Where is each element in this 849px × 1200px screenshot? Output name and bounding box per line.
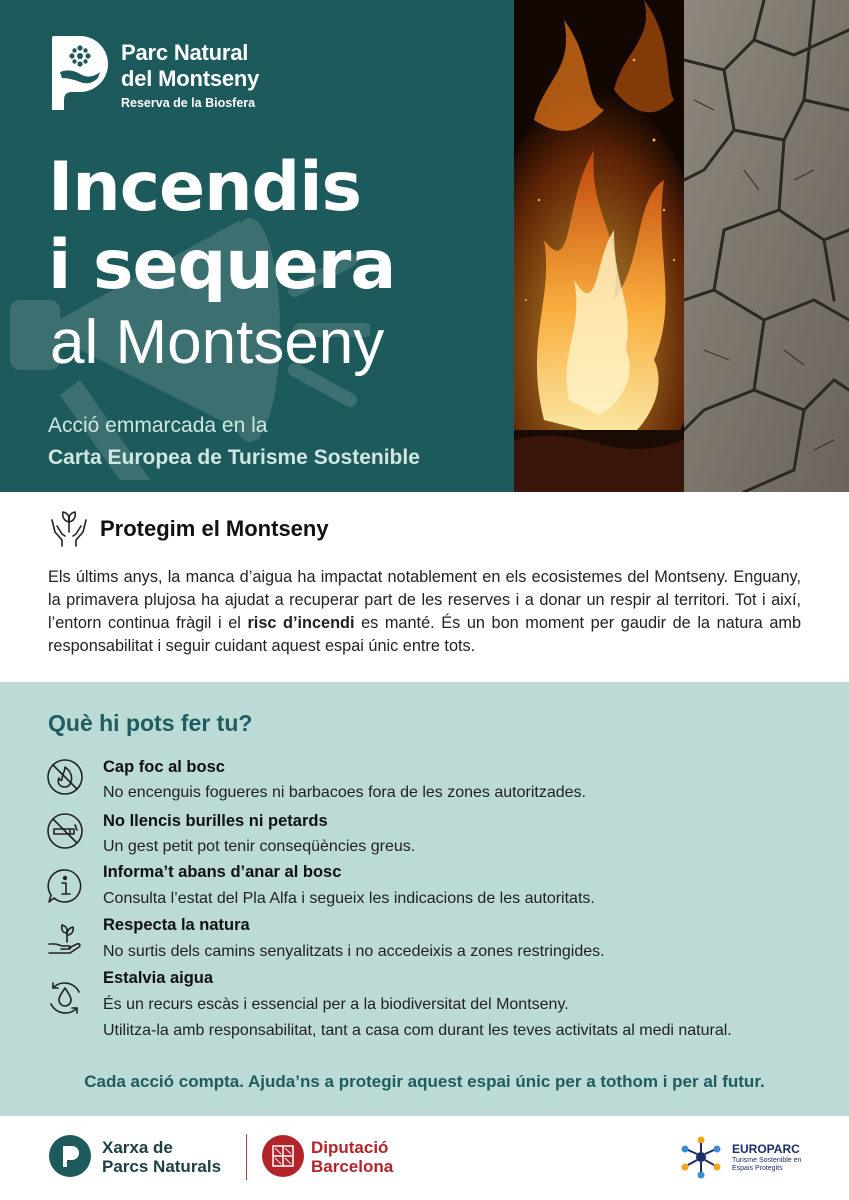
action-desc: Utilitza-la amb responsabilitat, tant a casa com durant les teves activitats al medi natural. [103, 1022, 732, 1039]
europarc-subtitle [732, 1157, 812, 1173]
no-cigarette-icon [46, 812, 84, 850]
title-line-2: i sequera [48, 226, 396, 305]
action-title: Respecta la natura [103, 916, 250, 934]
actions-section [0, 682, 849, 1116]
header-teal-panel [0, 0, 514, 492]
dry-earth-photo [684, 0, 849, 492]
diputacio-line-1: Diputació [311, 1138, 389, 1157]
hand-plant-icon [46, 920, 84, 958]
actions-title: Què hi pots fer tu? [48, 710, 253, 736]
action-desc: Consulta l’estat del Pla Alfa i segueix les indicacions de les autoritats. [103, 890, 595, 907]
footer-logos [0, 1116, 849, 1200]
footer-divider [246, 1134, 247, 1180]
protegim-text-part2: es manté. És un bon moment per gaudir de la natura amb responsabilitat i seguir cuidant aquest espai únic entre tots. [48, 614, 801, 655]
title-line-3: al Montseny [50, 308, 385, 377]
title-line-1: Incendis [48, 148, 362, 227]
cracked-earth-illustration [684, 0, 849, 492]
diputacio-logo-icon [261, 1134, 305, 1178]
park-subtitle: Reserva de la Biosfera [121, 96, 256, 110]
park-name-line2: del Montseny [121, 66, 260, 91]
action-title: Cap foc al bosc [103, 758, 225, 776]
action-desc: Un gest petit pot tenir conseqüències greus. [103, 838, 416, 855]
fire-photo [514, 0, 684, 492]
diputacio-line-2: Barcelona [311, 1157, 394, 1176]
info-bubble-icon [46, 867, 84, 905]
no-fire-icon [46, 758, 84, 796]
protegim-text-bold: risc d’incendi [247, 614, 355, 632]
parc-natural-logo [50, 34, 110, 112]
tagline-line-2: Carta Europea de Turisme Sostenible [48, 446, 420, 469]
europarc-logo-icon [676, 1132, 726, 1182]
action-title: Estalvia aigua [103, 969, 214, 987]
xarxa-parcs-name [102, 1138, 221, 1176]
fire-illustration [514, 0, 684, 492]
xarxa-line-2: Parcs Naturals [102, 1157, 222, 1176]
protegim-section [0, 492, 849, 682]
park-name-line1: Parc Natural [121, 40, 249, 65]
header-banner [0, 0, 849, 492]
action-desc: No surtis dels camins senyalitzats i no accedeixis a zones restringides. [103, 943, 605, 960]
water-drop-cycle-icon [46, 979, 84, 1017]
action-desc: No encenguis fogueres ni barbacoes fora de les zones autoritzades. [103, 784, 586, 801]
europarc-title: EUROPARC [732, 1142, 800, 1156]
protegim-title: Protegim el Montseny [100, 516, 329, 541]
diputacio-name [311, 1138, 393, 1176]
xarxa-line-1: Xarxa de [102, 1138, 173, 1157]
park-name [121, 40, 259, 110]
hands-plant-icon [48, 506, 90, 548]
closing-message: Cada acció compta. Ajuda’ns a protegir aquest espai únic per a tothom i per al futur. [84, 1072, 765, 1091]
action-desc: És un recurs escàs i essencial per a la biodiversitat del Montseny. [103, 996, 569, 1013]
xarxa-parcs-logo-icon [48, 1134, 92, 1178]
protegim-paragraph [48, 566, 801, 658]
tagline-line-1: Acció emmarcada en la [48, 414, 268, 437]
europarc-sub-line-2: Espais Protegits [732, 1165, 783, 1172]
action-title: Informa’t abans d’anar al bosc [103, 863, 342, 881]
action-title: No llencis burilles ni petards [103, 812, 328, 830]
europarc-sub-line-1: Turisme Sostenible en [732, 1157, 802, 1164]
protegim-text-part1: Els últims anys, la manca d’aigua ha impactat notablement en els ecosistemes del Montseny. Enguany, la primavera plujosa ha ajudat a recuperar part de les reserves i a donar un respir al territori. Tot i així, l’entorn continua fràgil i el [48, 568, 801, 632]
